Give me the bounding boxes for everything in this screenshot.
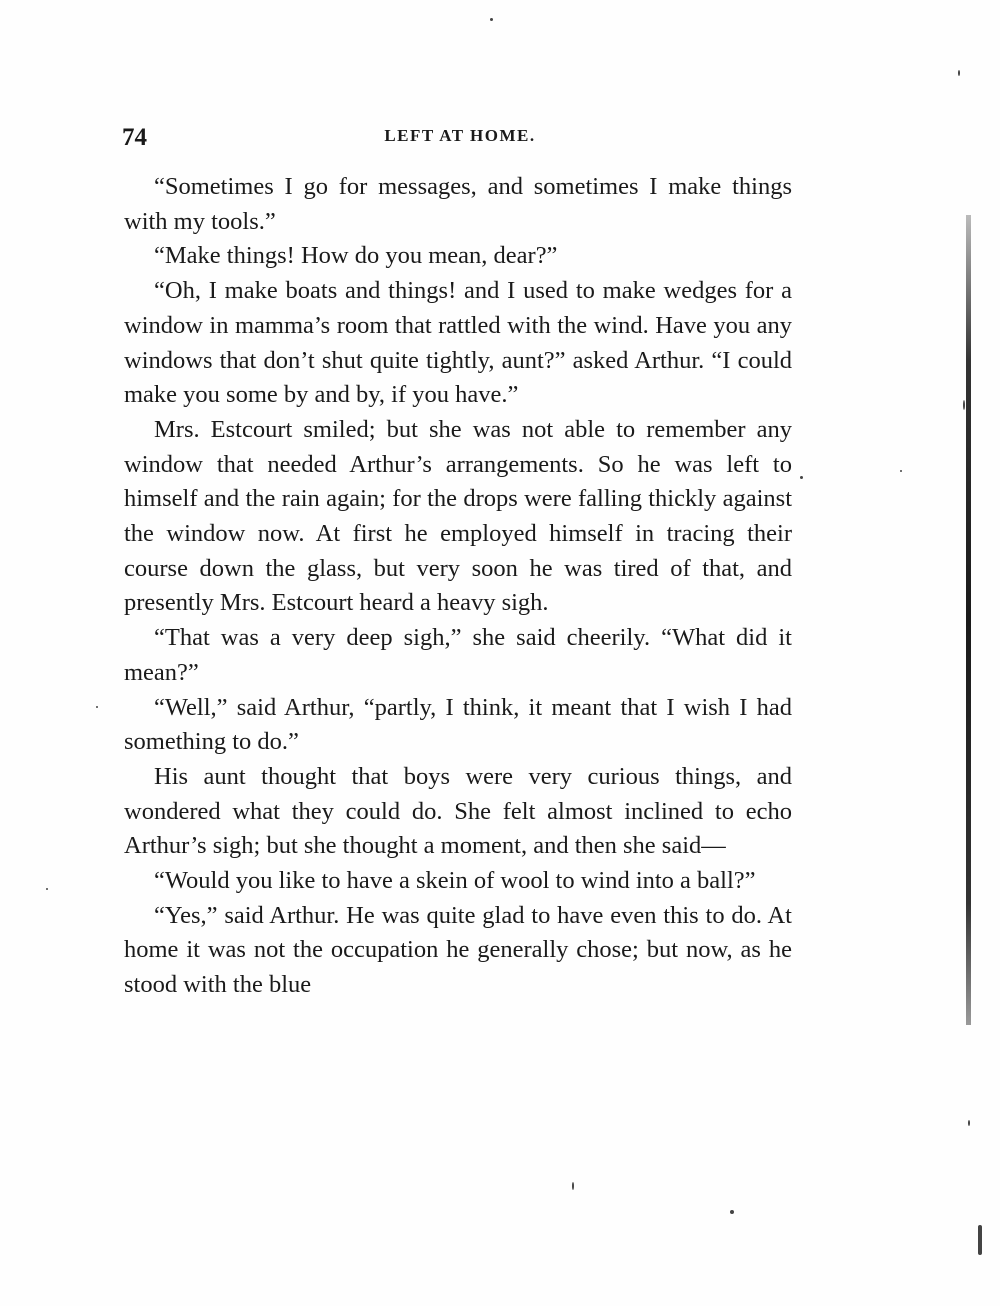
paragraph-9: “Yes,” said Arthur. He was quite glad to have even this to do. At home it was not the occupation he generally chose; but now, as he stood with the blue [124, 901, 792, 999]
scan-speck [96, 706, 98, 708]
scan-speck [730, 1210, 734, 1214]
binding-edge-shadow [966, 215, 971, 1025]
paragraph-2: “Make things! How do you mean, dear?” [154, 242, 558, 270]
scan-speck [800, 476, 803, 479]
paragraph-3: “Oh, I make boats and things! and I used to make wedges for a window in mamma’s room that rattled with the wind. Have you any windows that don’t shut quite tightly, aunt?” asked Arthur. “I could make you some by and by, if you have.” [124, 277, 792, 409]
scan-speck [958, 70, 960, 76]
scan-speck [490, 18, 493, 21]
scan-speck [572, 1182, 574, 1190]
paragraph-1: “Sometimes I go for messages, and sometimes I make things with my tools.” [124, 173, 792, 235]
paragraph-4: Mrs. Estcourt smiled; but she was not able to remember any window that needed Arthur’s arrangements. So he was left to himself and the rain again; for the drops were falling thickly against the window now. At first he employed himself in tracing their course down the glass, but very soon he was tired of that, and presently Mrs. Estcourt heard a heavy sigh. [124, 415, 792, 617]
paragraph-8: “Would you like to have a skein of wool to wind into a ball?” [154, 867, 756, 895]
running-title: LEFT AT HOME. [384, 126, 536, 145]
page-number: 74 [122, 124, 147, 151]
body-text [124, 170, 792, 1003]
paragraph-6: “Well,” said Arthur, “partly, I think, it meant that I wish I had something to do.” [124, 693, 792, 756]
scan-speck [968, 1120, 970, 1126]
scan-speck [46, 888, 48, 890]
scan-speck [978, 1225, 982, 1255]
scan-speck [963, 400, 965, 410]
paragraph-5: “That was a very deep sigh,” she said cheerily. “What did it mean?” [124, 624, 792, 686]
paragraph-7: His aunt thought that boys were very curious things, and wondered what they could do. She felt almost inclined to echo Arthur’s sigh; but she thought a moment, and then she said— [124, 762, 792, 860]
running-head [122, 124, 798, 154]
scan-speck [900, 470, 902, 472]
